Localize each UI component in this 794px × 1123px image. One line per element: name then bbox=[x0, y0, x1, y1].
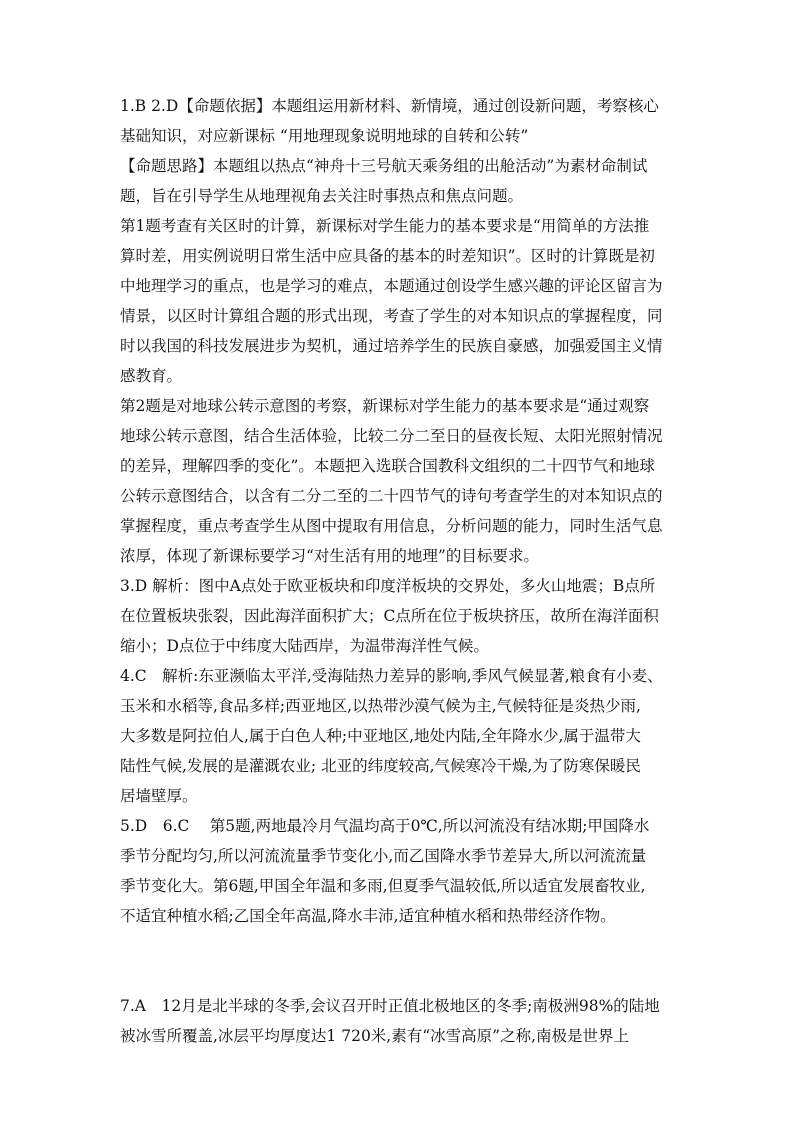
text-line: 浓厚，体现了新课标要学习“对生活有用的地理”的目标要求。 bbox=[120, 547, 539, 565]
text-line: 【命题思路】本题组以热点“神舟十三号航天乘务组的出舱活动”为素材命制试 bbox=[120, 157, 648, 175]
text-line: 大多数是阿拉伯人,属于白色人种;中亚地区,地处内陆,全年降水少,属于温带大 bbox=[120, 727, 641, 745]
text-line: 居墙壁厚。 bbox=[120, 787, 198, 805]
paragraph-mingti-silu bbox=[120, 151, 680, 211]
text-line: 缩小；D点位于中纬度大陆西岸，为温带海洋性气候。 bbox=[120, 637, 489, 655]
text-line: 算时差，用实例说明日常生活中应具备的基本的时差知识”。区时的计算既是初 bbox=[120, 247, 655, 265]
text-line: 公转示意图结合，以含有二分二至的二十四节气的诗句考查学生的对本知识点的 bbox=[120, 487, 663, 505]
text-line: 题，旨在引导学生从地理视角去关注时事热点和焦点问题。 bbox=[120, 187, 524, 205]
text-line: 第1题考查有关区时的计算，新课标对学生能力的基本要求是“用简单的方法推 bbox=[120, 217, 650, 235]
paragraph-answer-4 bbox=[120, 661, 680, 811]
text-line: 情景，以区时计算组合题的形式出现，考查了学生的对本知识点的掌握程度，同 bbox=[120, 307, 663, 325]
text-line: 7.A 12月是北半球的冬季,会议召开时正值北极地区的冬季;南极洲98%的陆地 bbox=[120, 997, 660, 1015]
text-line: 中地理学习的重点，也是学习的难点，本题通过创设学生感兴趣的评论区留言为 bbox=[120, 277, 663, 295]
paragraph-q1-analysis bbox=[120, 211, 680, 391]
paragraph-answer-5-6 bbox=[120, 811, 680, 931]
text-line: 时以我国的科技发展进步为契机，通过培养学生的民族自豪感，加强爱国主义情 bbox=[120, 337, 663, 355]
text-line: 3.D 解析：图中A点处于欧亚板块和印度洋板块的交界处，多火山地震；B点所 bbox=[120, 577, 656, 595]
paragraph-q2-analysis bbox=[120, 391, 680, 571]
text-line: 4.C 解析:东亚濒临太平洋,受海陆热力差异的影响,季风气候显著,粮食有小麦、 bbox=[120, 667, 663, 685]
paragraph-answer-3 bbox=[120, 571, 680, 661]
text-line: 被冰雪所覆盖,冰层平均厚度达1 720米,素有“冰雪高原”之称,南极是世界上 bbox=[120, 1027, 630, 1045]
text-line: 5.D 6.C 第5题,两地最冷月气温均高于0℃,所以河流没有结冰期;甲国降水 bbox=[120, 817, 650, 835]
text-line: 玉米和水稻等,食品多样;西亚地区,以热带沙漠气候为主,气候特征是炎热少雨, bbox=[120, 697, 641, 715]
text-line: 感教育。 bbox=[120, 367, 183, 385]
text-line: 第2题是对地球公转示意图的考察，新课标对学生能力的基本要求是“通过观察 bbox=[120, 397, 650, 415]
text-line: 1.B 2.D【命题依据】本题组运用新材料、新情境，通过创设新问题，考察核心 bbox=[120, 97, 659, 115]
text-line: 季节变化大。第6题,甲国全年温和多雨,但夏季气温较低,所以适宜发展畜牧业, bbox=[120, 877, 646, 895]
text-line: 陆性气候,发展的是灌溉农业; 北亚的纬度较高,气候寒冷干燥,为了防寒保暖民 bbox=[120, 757, 641, 775]
text-line: 不适宜种植水稻;乙国全年高温,降水丰沛,适宜种植水稻和热带经济作物。 bbox=[120, 907, 616, 925]
text-line: 的差异，理解四季的变化”。本题把入选联合国教科文组织的二十四节气和地球 bbox=[120, 457, 655, 475]
text-line: 地球公转示意图，结合生活体验，比较二分二至日的昼夜长短、太阳光照射情况 bbox=[120, 427, 663, 445]
text-line: 掌握程度，重点考查学生从图中提取有用信息，分析问题的能力，同时生活气息 bbox=[120, 517, 663, 535]
text-line: 基础知识，对应新课标 “用地理现象说明地球的自转和公转” bbox=[120, 127, 529, 145]
paragraph-answer-7 bbox=[120, 991, 680, 1051]
text-line: 在位置板块张裂，因此海洋面积扩大；C点所在位于板块挤压，故所在海洋面积 bbox=[120, 607, 659, 625]
paragraph-answer-1-2 bbox=[120, 91, 680, 151]
text-line: 季节分配均匀,所以河流流量季节变化小,而乙国降水季节差异大,所以河流流量 bbox=[120, 847, 647, 865]
